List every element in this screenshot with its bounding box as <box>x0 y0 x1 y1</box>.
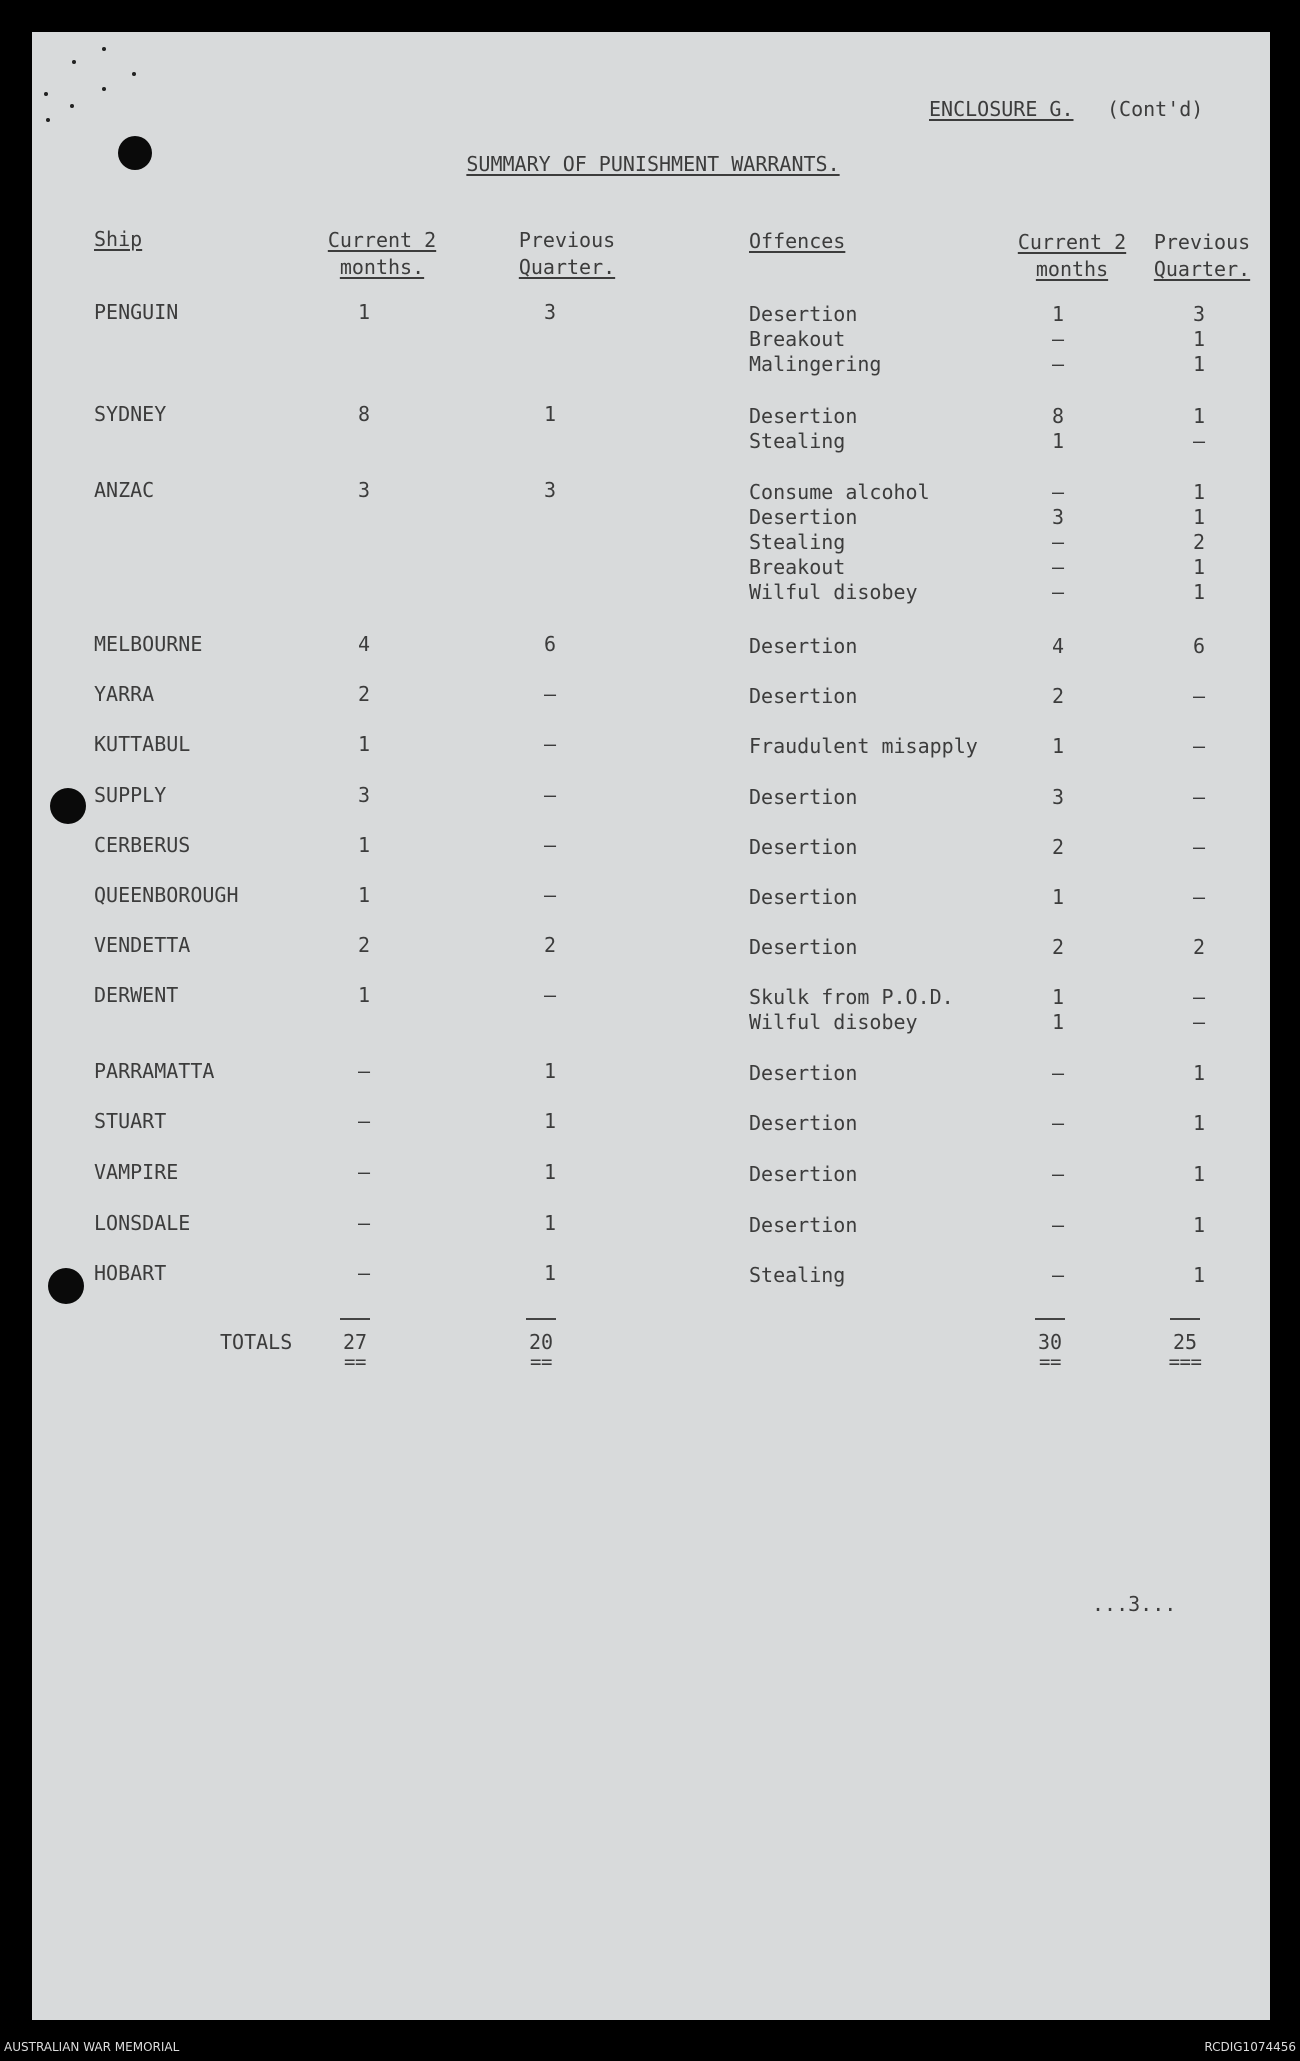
current-count: 2 <box>357 682 371 706</box>
offence-name: Desertion <box>749 302 858 326</box>
offence-previous: 1 <box>1192 1213 1206 1237</box>
document-page <box>32 32 1270 2020</box>
speck <box>102 47 106 51</box>
offence-name: Breakout <box>749 555 846 579</box>
ship-name: SYDNEY <box>94 402 167 426</box>
offence-name: Desertion <box>749 1111 858 1135</box>
header-ship: Ship <box>94 227 143 251</box>
previous-count: 1 <box>543 1059 557 1083</box>
header-current-line2: months. <box>339 255 425 279</box>
footer-id: RCDIG1074456 <box>1204 2040 1296 2054</box>
current-count: 1 <box>357 983 371 1007</box>
offence-previous: 6 <box>1192 634 1206 658</box>
header-previous <box>507 227 627 281</box>
offence-name: Consume alcohol <box>749 480 930 504</box>
current-count: 3 <box>357 783 371 807</box>
header-off-previous-line1: Previous <box>1153 230 1251 254</box>
header-previous-line2: Quarter. <box>518 255 616 279</box>
footer-source: AUSTRALIAN WAR MEMORIAL <box>4 2040 180 2054</box>
offence-current: – <box>1051 580 1065 604</box>
header-off-current <box>1007 229 1137 283</box>
offence-name: Desertion <box>749 634 858 658</box>
current-count: 1 <box>357 300 371 324</box>
offence-current: 4 <box>1051 634 1065 658</box>
previous-count: – <box>543 883 557 907</box>
current-count: 3 <box>357 478 371 502</box>
previous-count: 1 <box>543 1261 557 1285</box>
offence-previous: – <box>1192 684 1206 708</box>
ship-name: DERWENT <box>94 983 179 1007</box>
speck <box>132 72 136 76</box>
offence-current: – <box>1051 480 1065 504</box>
offence-current: 1 <box>1051 734 1065 758</box>
offence-previous: 2 <box>1192 530 1206 554</box>
offence-previous: – <box>1192 429 1206 453</box>
offence-previous: 3 <box>1192 302 1206 326</box>
header-offences: Offences <box>749 229 846 253</box>
current-count: 1 <box>357 833 371 857</box>
ship-name: LONSDALE <box>94 1211 191 1235</box>
offence-current: 3 <box>1051 505 1065 529</box>
offence-current: – <box>1051 327 1065 351</box>
total-rule-previous <box>526 1318 556 1320</box>
totals-label: TOTALS <box>220 1330 293 1354</box>
speck <box>72 60 76 64</box>
ship-name: KUTTABUL <box>94 732 191 756</box>
offence-previous: – <box>1192 734 1206 758</box>
offence-previous: 1 <box>1192 352 1206 376</box>
ship-name: PENGUIN <box>94 300 179 324</box>
current-count: – <box>357 1261 371 1285</box>
offence-current: 1 <box>1051 985 1065 1009</box>
previous-count: – <box>543 682 557 706</box>
offence-current: 2 <box>1051 684 1065 708</box>
offence-name: Desertion <box>749 785 858 809</box>
previous-count: 2 <box>543 933 557 957</box>
offence-current: – <box>1051 352 1065 376</box>
offence-current: 1 <box>1051 1010 1065 1034</box>
current-count: 1 <box>357 883 371 907</box>
total-current: 27 <box>342 1330 368 1354</box>
speck <box>70 104 74 108</box>
offence-name: Malingering <box>749 352 882 376</box>
offence-previous: 1 <box>1192 555 1206 579</box>
previous-count: 1 <box>543 402 557 426</box>
total-rule-current <box>340 1318 370 1320</box>
offence-previous: – <box>1192 785 1206 809</box>
offence-name: Desertion <box>749 684 858 708</box>
ship-name: CERBERUS <box>94 833 191 857</box>
total-off-previous: 25 <box>1172 1330 1198 1354</box>
offence-current: 1 <box>1051 429 1065 453</box>
total-rule-off-current <box>1035 1318 1065 1320</box>
offence-current: – <box>1051 1162 1065 1186</box>
speck <box>102 87 106 91</box>
contd-label: (Cont'd) <box>1107 97 1204 121</box>
page-marker: ...3... <box>1092 1592 1177 1616</box>
offence-name: Desertion <box>749 835 858 859</box>
offence-previous: 1 <box>1192 1162 1206 1186</box>
total-previous: 20 <box>528 1330 554 1354</box>
previous-count: 6 <box>543 632 557 656</box>
offence-name: Desertion <box>749 1061 858 1085</box>
previous-count: 1 <box>543 1160 557 1184</box>
offence-current: – <box>1051 555 1065 579</box>
offence-current: 3 <box>1051 785 1065 809</box>
offence-previous: 1 <box>1192 404 1206 428</box>
header-previous-line1: Previous <box>518 228 616 252</box>
offence-name: Desertion <box>749 1213 858 1237</box>
offence-previous: – <box>1192 1010 1206 1034</box>
offence-previous: – <box>1192 885 1206 909</box>
current-count: 2 <box>357 933 371 957</box>
punch-hole-middle <box>50 788 86 824</box>
offence-name: Desertion <box>749 885 858 909</box>
offence-name: Wilful disobey <box>749 580 918 604</box>
offence-name: Breakout <box>749 327 846 351</box>
total-current-mark: == <box>344 1351 366 1373</box>
footer-bar <box>0 2032 1300 2061</box>
current-count: – <box>357 1160 371 1184</box>
previous-count: 1 <box>543 1109 557 1133</box>
ship-name: STUART <box>94 1109 167 1133</box>
total-off-previous-mark: === <box>1168 1351 1202 1373</box>
header-off-current-line2: months <box>1035 257 1109 281</box>
total-off-current: 30 <box>1037 1330 1063 1354</box>
offence-current: 2 <box>1051 835 1065 859</box>
offence-name: Wilful disobey <box>749 1010 918 1034</box>
speck <box>44 92 48 96</box>
offence-previous: 1 <box>1192 327 1206 351</box>
ship-name: YARRA <box>94 682 155 706</box>
previous-count: 3 <box>543 478 557 502</box>
ship-name: QUEENBOROUGH <box>94 883 239 907</box>
offence-previous: 1 <box>1192 505 1206 529</box>
offence-current: – <box>1051 1263 1065 1287</box>
offence-previous: 1 <box>1192 1111 1206 1135</box>
offence-current: – <box>1051 1213 1065 1237</box>
offence-name: Skulk from P.O.D. <box>749 985 954 1009</box>
offence-name: Desertion <box>749 505 858 529</box>
current-count: 1 <box>357 732 371 756</box>
previous-count: – <box>543 983 557 1007</box>
previous-count: – <box>543 732 557 756</box>
header-off-current-line1: Current 2 <box>1017 230 1127 254</box>
offence-current: 8 <box>1051 404 1065 428</box>
offence-name: Desertion <box>749 935 858 959</box>
offence-name: Desertion <box>749 404 858 428</box>
total-previous-mark: == <box>530 1351 552 1373</box>
header-off-previous <box>1142 229 1262 283</box>
offence-current: 2 <box>1051 935 1065 959</box>
current-count: 4 <box>357 632 371 656</box>
current-count: 8 <box>357 402 371 426</box>
ship-name: VENDETTA <box>94 933 191 957</box>
speck <box>46 118 50 122</box>
previous-count: – <box>543 783 557 807</box>
current-count: – <box>357 1109 371 1133</box>
previous-count: 1 <box>543 1211 557 1235</box>
current-count: – <box>357 1059 371 1083</box>
total-off-current-mark: == <box>1039 1351 1061 1373</box>
total-rule-off-previous <box>1170 1318 1200 1320</box>
header-off-previous-line2: Quarter. <box>1153 257 1251 281</box>
offence-previous: – <box>1192 985 1206 1009</box>
ship-name: HOBART <box>94 1261 167 1285</box>
offence-previous: 2 <box>1192 935 1206 959</box>
punch-hole-bottom <box>48 1268 84 1304</box>
ship-name: MELBOURNE <box>94 632 203 656</box>
offence-previous: 1 <box>1192 480 1206 504</box>
offence-previous: 1 <box>1192 1263 1206 1287</box>
offence-name: Desertion <box>749 1162 858 1186</box>
page-title: SUMMARY OF PUNISHMENT WARRANTS. <box>466 152 840 176</box>
offence-name: Stealing <box>749 429 846 453</box>
current-count: – <box>357 1211 371 1235</box>
offence-name: Stealing <box>749 1263 846 1287</box>
header-current-line1: Current 2 <box>327 228 437 252</box>
offence-current: – <box>1051 1111 1065 1135</box>
ship-name: PARRAMATTA <box>94 1059 215 1083</box>
previous-count: – <box>543 833 557 857</box>
offence-previous: 1 <box>1192 580 1206 604</box>
offence-name: Stealing <box>749 530 846 554</box>
ship-name: VAMPIRE <box>94 1160 179 1184</box>
offence-current: – <box>1051 1061 1065 1085</box>
offence-previous: 1 <box>1192 1061 1206 1085</box>
previous-count: 3 <box>543 300 557 324</box>
enclosure-label: ENCLOSURE G. <box>929 97 1074 121</box>
offence-previous: – <box>1192 835 1206 859</box>
offence-current: – <box>1051 530 1065 554</box>
ship-name: SUPPLY <box>94 783 167 807</box>
offence-current: 1 <box>1051 885 1065 909</box>
offence-current: 1 <box>1051 302 1065 326</box>
offence-name: Fraudulent misapply <box>749 734 978 758</box>
header-current <box>312 227 452 281</box>
ship-name: ANZAC <box>94 478 155 502</box>
punch-hole-top <box>118 136 152 170</box>
